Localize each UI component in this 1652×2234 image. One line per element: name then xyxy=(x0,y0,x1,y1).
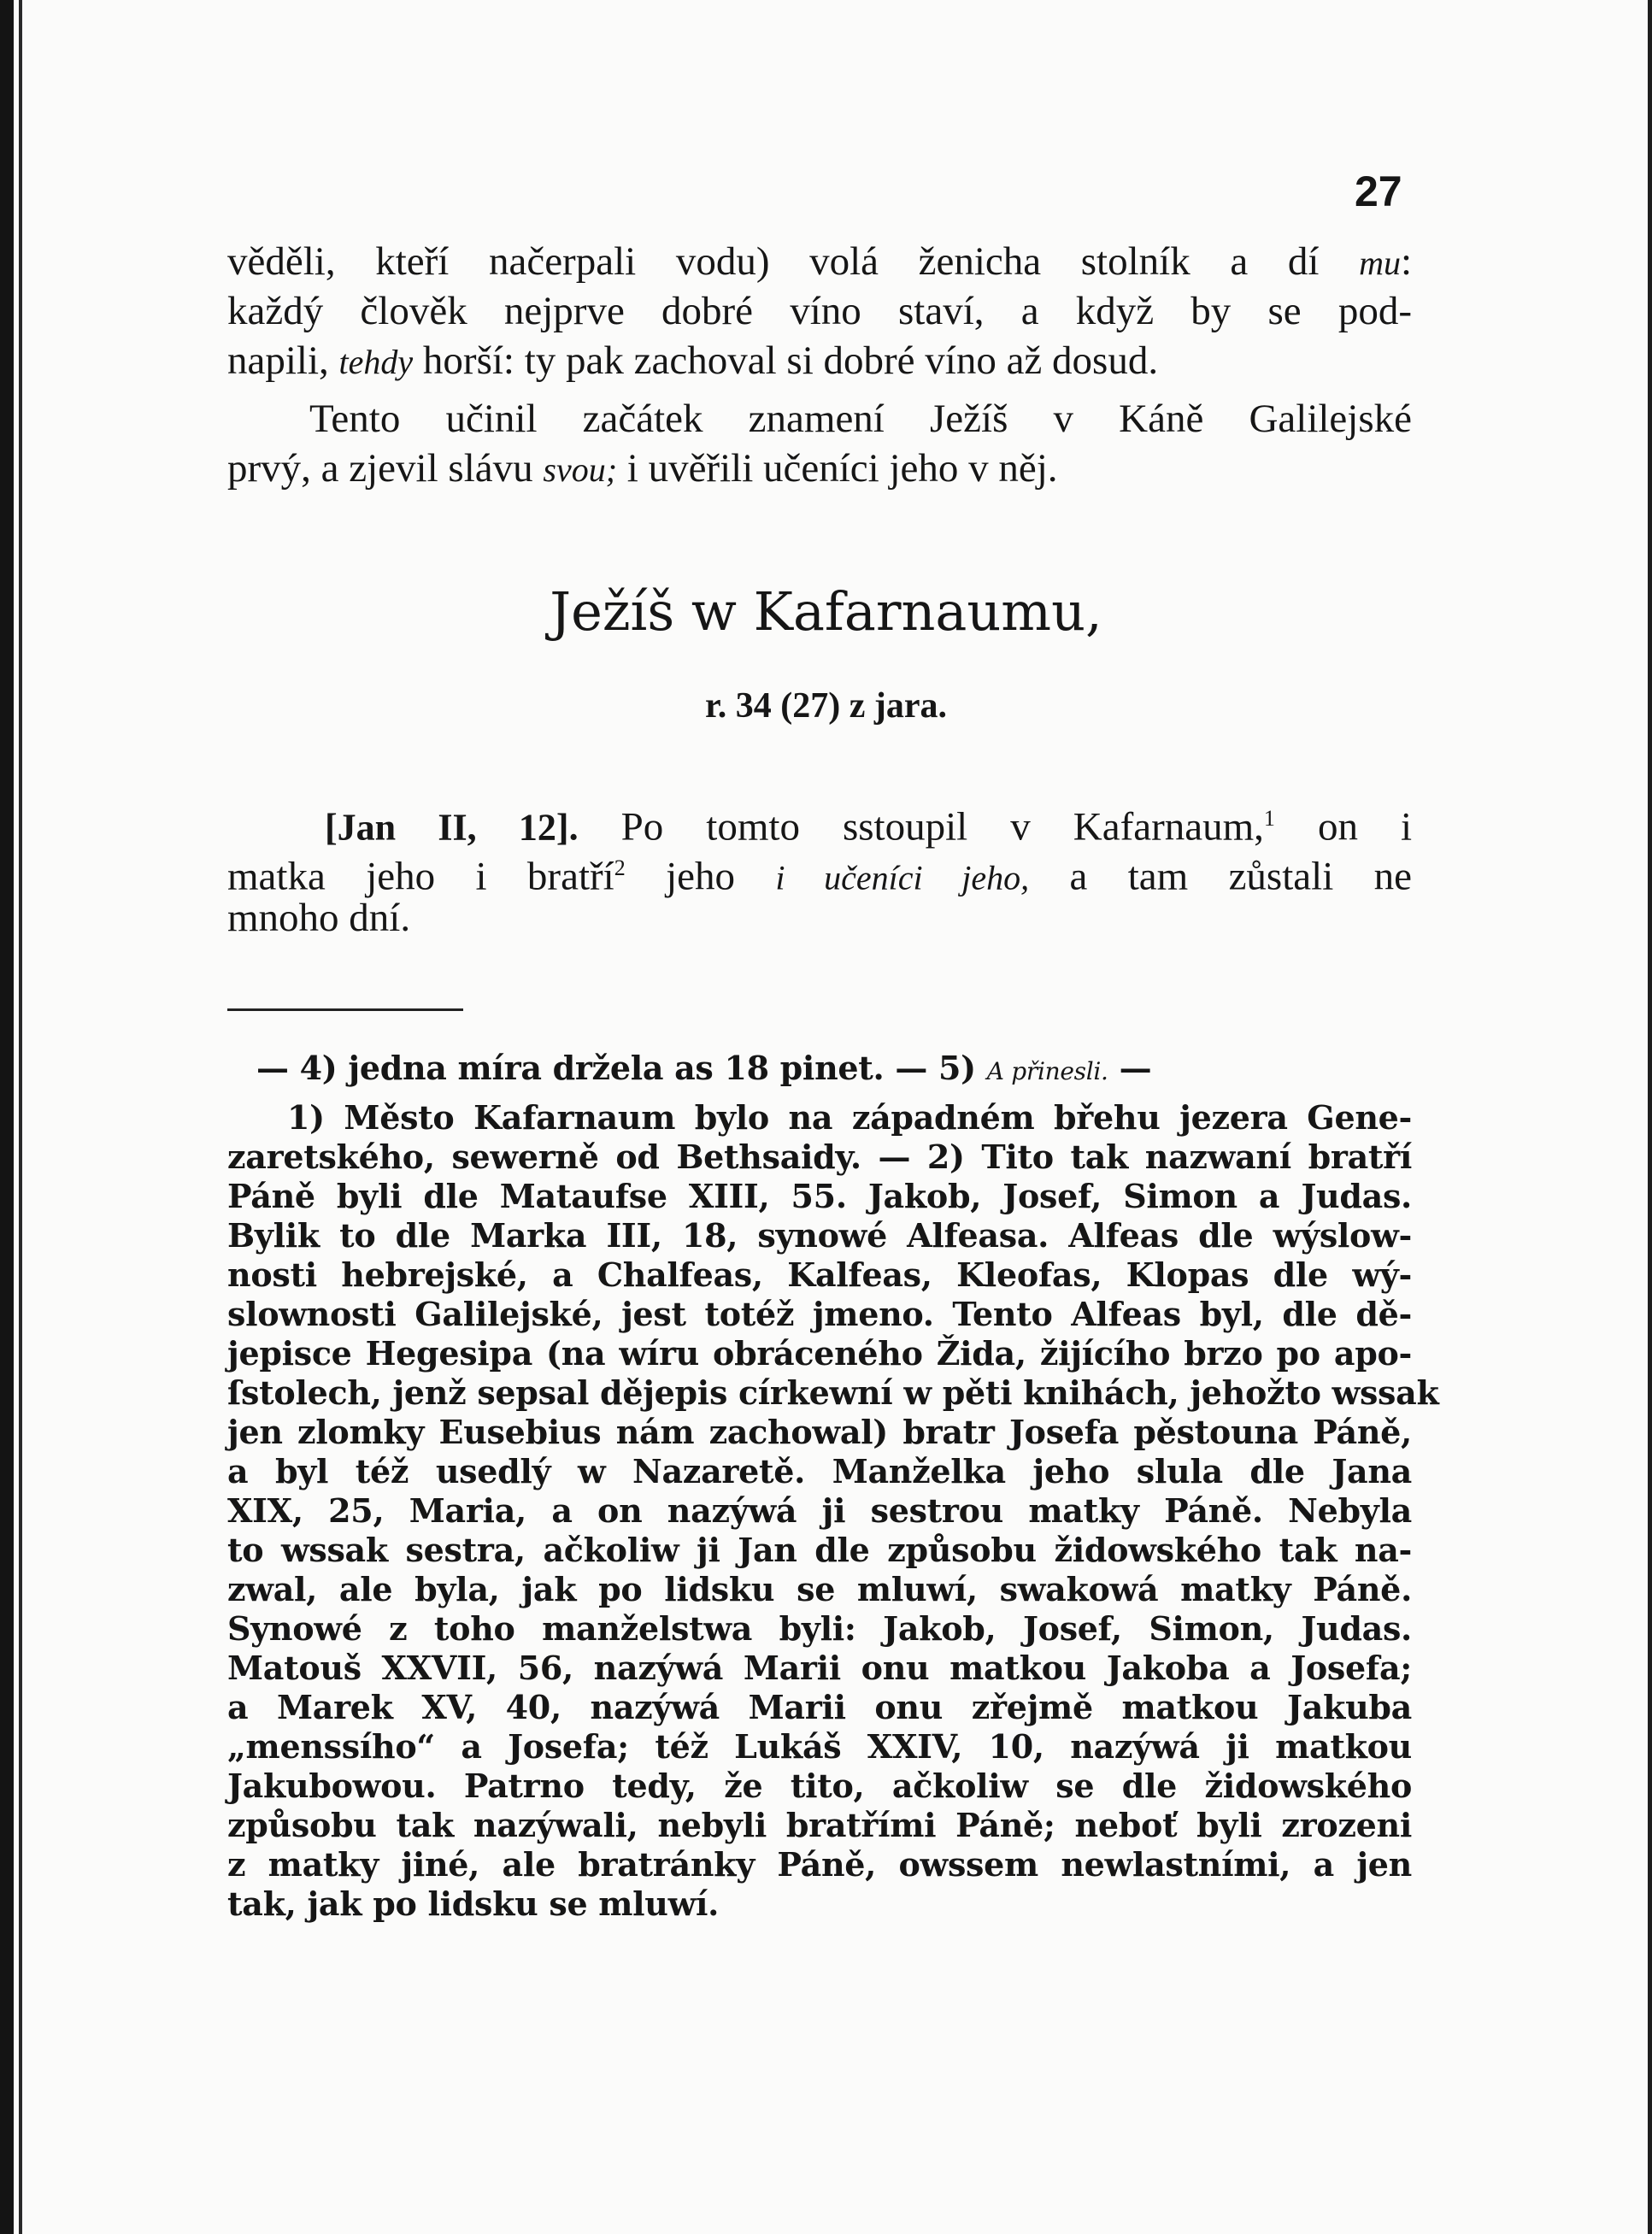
footnote-line: Synowé z toho manželstwa byli: Jakob, Josef, Simon, Judas. xyxy=(227,1609,1412,1648)
footnote-continuation xyxy=(256,1048,1412,1092)
text-run: — 4) jedna míra držela as 18 pinet. — 5) xyxy=(256,1049,976,1087)
italic-run: i učeníci jeho, xyxy=(775,858,1030,897)
footnote-line: 1) Město Kafarnaum bylo na západném břehu jezera Gene- xyxy=(287,1098,1412,1137)
footnote-marker: 2 xyxy=(614,855,626,880)
footnote-line: Páně byli dle Mataufse XIII, 55. Jakob, Josef, Simon a Judas. xyxy=(227,1177,1412,1215)
footnote-line: a byl též usedlý w Nazaretě. Manželka jeho slula dle Jana xyxy=(227,1452,1412,1490)
page-edge-left-inner xyxy=(19,0,22,2234)
footnote-line: Matouš XXVII, 56, nazýwá Marii onu matkou Jakoba a Josefa; xyxy=(227,1649,1412,1687)
body-line xyxy=(227,238,1412,287)
text-run: on i xyxy=(1317,804,1413,850)
italic-run: mu xyxy=(1359,244,1401,282)
text-run: matka jeho i bratří xyxy=(227,854,614,899)
footnote-line: jepisce Hegesipa (na wíru obráceného Žida, žijícího brzo po apo- xyxy=(227,1334,1412,1373)
text-run: jeho xyxy=(666,854,736,899)
footnote-line: jen zlomky Eusebius nám zachowal) bratr Josefa pěstouna Páně, xyxy=(227,1413,1412,1451)
italic-run: svou; xyxy=(543,450,618,489)
body-line: každý člověk nejprve dobré víno staví, a když by se pod- xyxy=(227,289,1412,333)
scripture-reference: [Jan II, 12]. xyxy=(325,806,579,849)
page-edge-left xyxy=(0,0,14,2234)
text-run: — xyxy=(1119,1049,1152,1087)
text-run: věděli, kteří načerpali vodu) volá ženicha stolník a dí xyxy=(227,239,1320,284)
footnote-line: XIX, 25, Maria, a on nazýwá ji sestrou matky Páně. Nebyla xyxy=(227,1491,1412,1530)
text-run: horší: ty pak zachoval si dobré víno až dosud. xyxy=(422,338,1159,383)
footnote-line: z matky jiné, ale bratránky Páně, owssem newlastními, a jen xyxy=(227,1845,1412,1884)
footnote-line: a Marek XV, 40, nazýwá Marii onu zřejmě matkou Jakuba xyxy=(227,1688,1412,1726)
italic-run: tehdy xyxy=(338,343,414,381)
text-run: : xyxy=(1400,239,1413,284)
section-title: Ježíš w Kafarnaumu, xyxy=(550,580,1102,643)
footnote-line: to wssak sestra, ačkoliw ji Jan dle způsobu židowského tak na- xyxy=(227,1531,1412,1569)
body-line xyxy=(325,795,1412,852)
footnote-line: nosti hebrejské, a Chalfeas, Kalfeas, Kleofas, Klopas dle wý- xyxy=(227,1255,1412,1294)
text-run: napili, xyxy=(227,338,329,383)
text-run: i uvěřili učeníci jeho v něj. xyxy=(626,446,1058,491)
footnote-line: Bylik to dle Marka III, 18, synowé Alfeasa. Alfeas dle wýslow- xyxy=(227,1216,1412,1255)
italic-run: A přinesli. xyxy=(986,1057,1108,1085)
page-edge-right xyxy=(1648,0,1652,2234)
footnote-line: způsobu tak nazýwali, nebyli bratřími Páně; neboť byli zrozeni xyxy=(227,1806,1412,1844)
footnote-line: zaretského, sewerně od Bethsaidy. — 2) Tito tak nazwaní bratří xyxy=(227,1138,1412,1176)
footnote-line: Jakubowou. Patrno tedy, že tito, ačkoliw se dle židowského xyxy=(227,1767,1412,1805)
body-line xyxy=(227,337,1412,386)
body-line: mnoho dní. xyxy=(227,896,411,940)
body-line: Tento učinil začátek znamení Ježíš v Káně Galilejské xyxy=(309,397,1412,441)
footnote-line: slownosti Galilejské, jest totéž jmeno. Tento Alfeas byl, dle dě- xyxy=(227,1295,1412,1333)
footnote-separator xyxy=(227,1008,463,1011)
text-run: Po tomto sstoupil v Kafarnaum, xyxy=(620,804,1264,850)
body-line xyxy=(227,444,1412,494)
page-number: 27 xyxy=(1355,168,1402,215)
text-run: a tam zůstali ne xyxy=(1069,854,1412,899)
footnote-line: tak, jak po lidsku se mluwí. xyxy=(227,1884,720,1923)
text-run: prvý, a zjevil slávu xyxy=(227,446,533,491)
footnote-line: „menssího“ a Josefa; též Lukáš XXIV, 10, nazýwá ji matkou xyxy=(227,1727,1412,1766)
section-date: r. 34 (27) z jara. xyxy=(704,686,948,726)
footnote-line: ſstolech, jenž sepsal dějepis církewní w pěti knihách, jehožto wssak xyxy=(227,1373,1439,1412)
footnote-marker: 1 xyxy=(1263,806,1275,831)
footnote-line: zwal, ale byla, jak po lidsku se mluwí, swakowá matky Páně. xyxy=(227,1570,1412,1608)
